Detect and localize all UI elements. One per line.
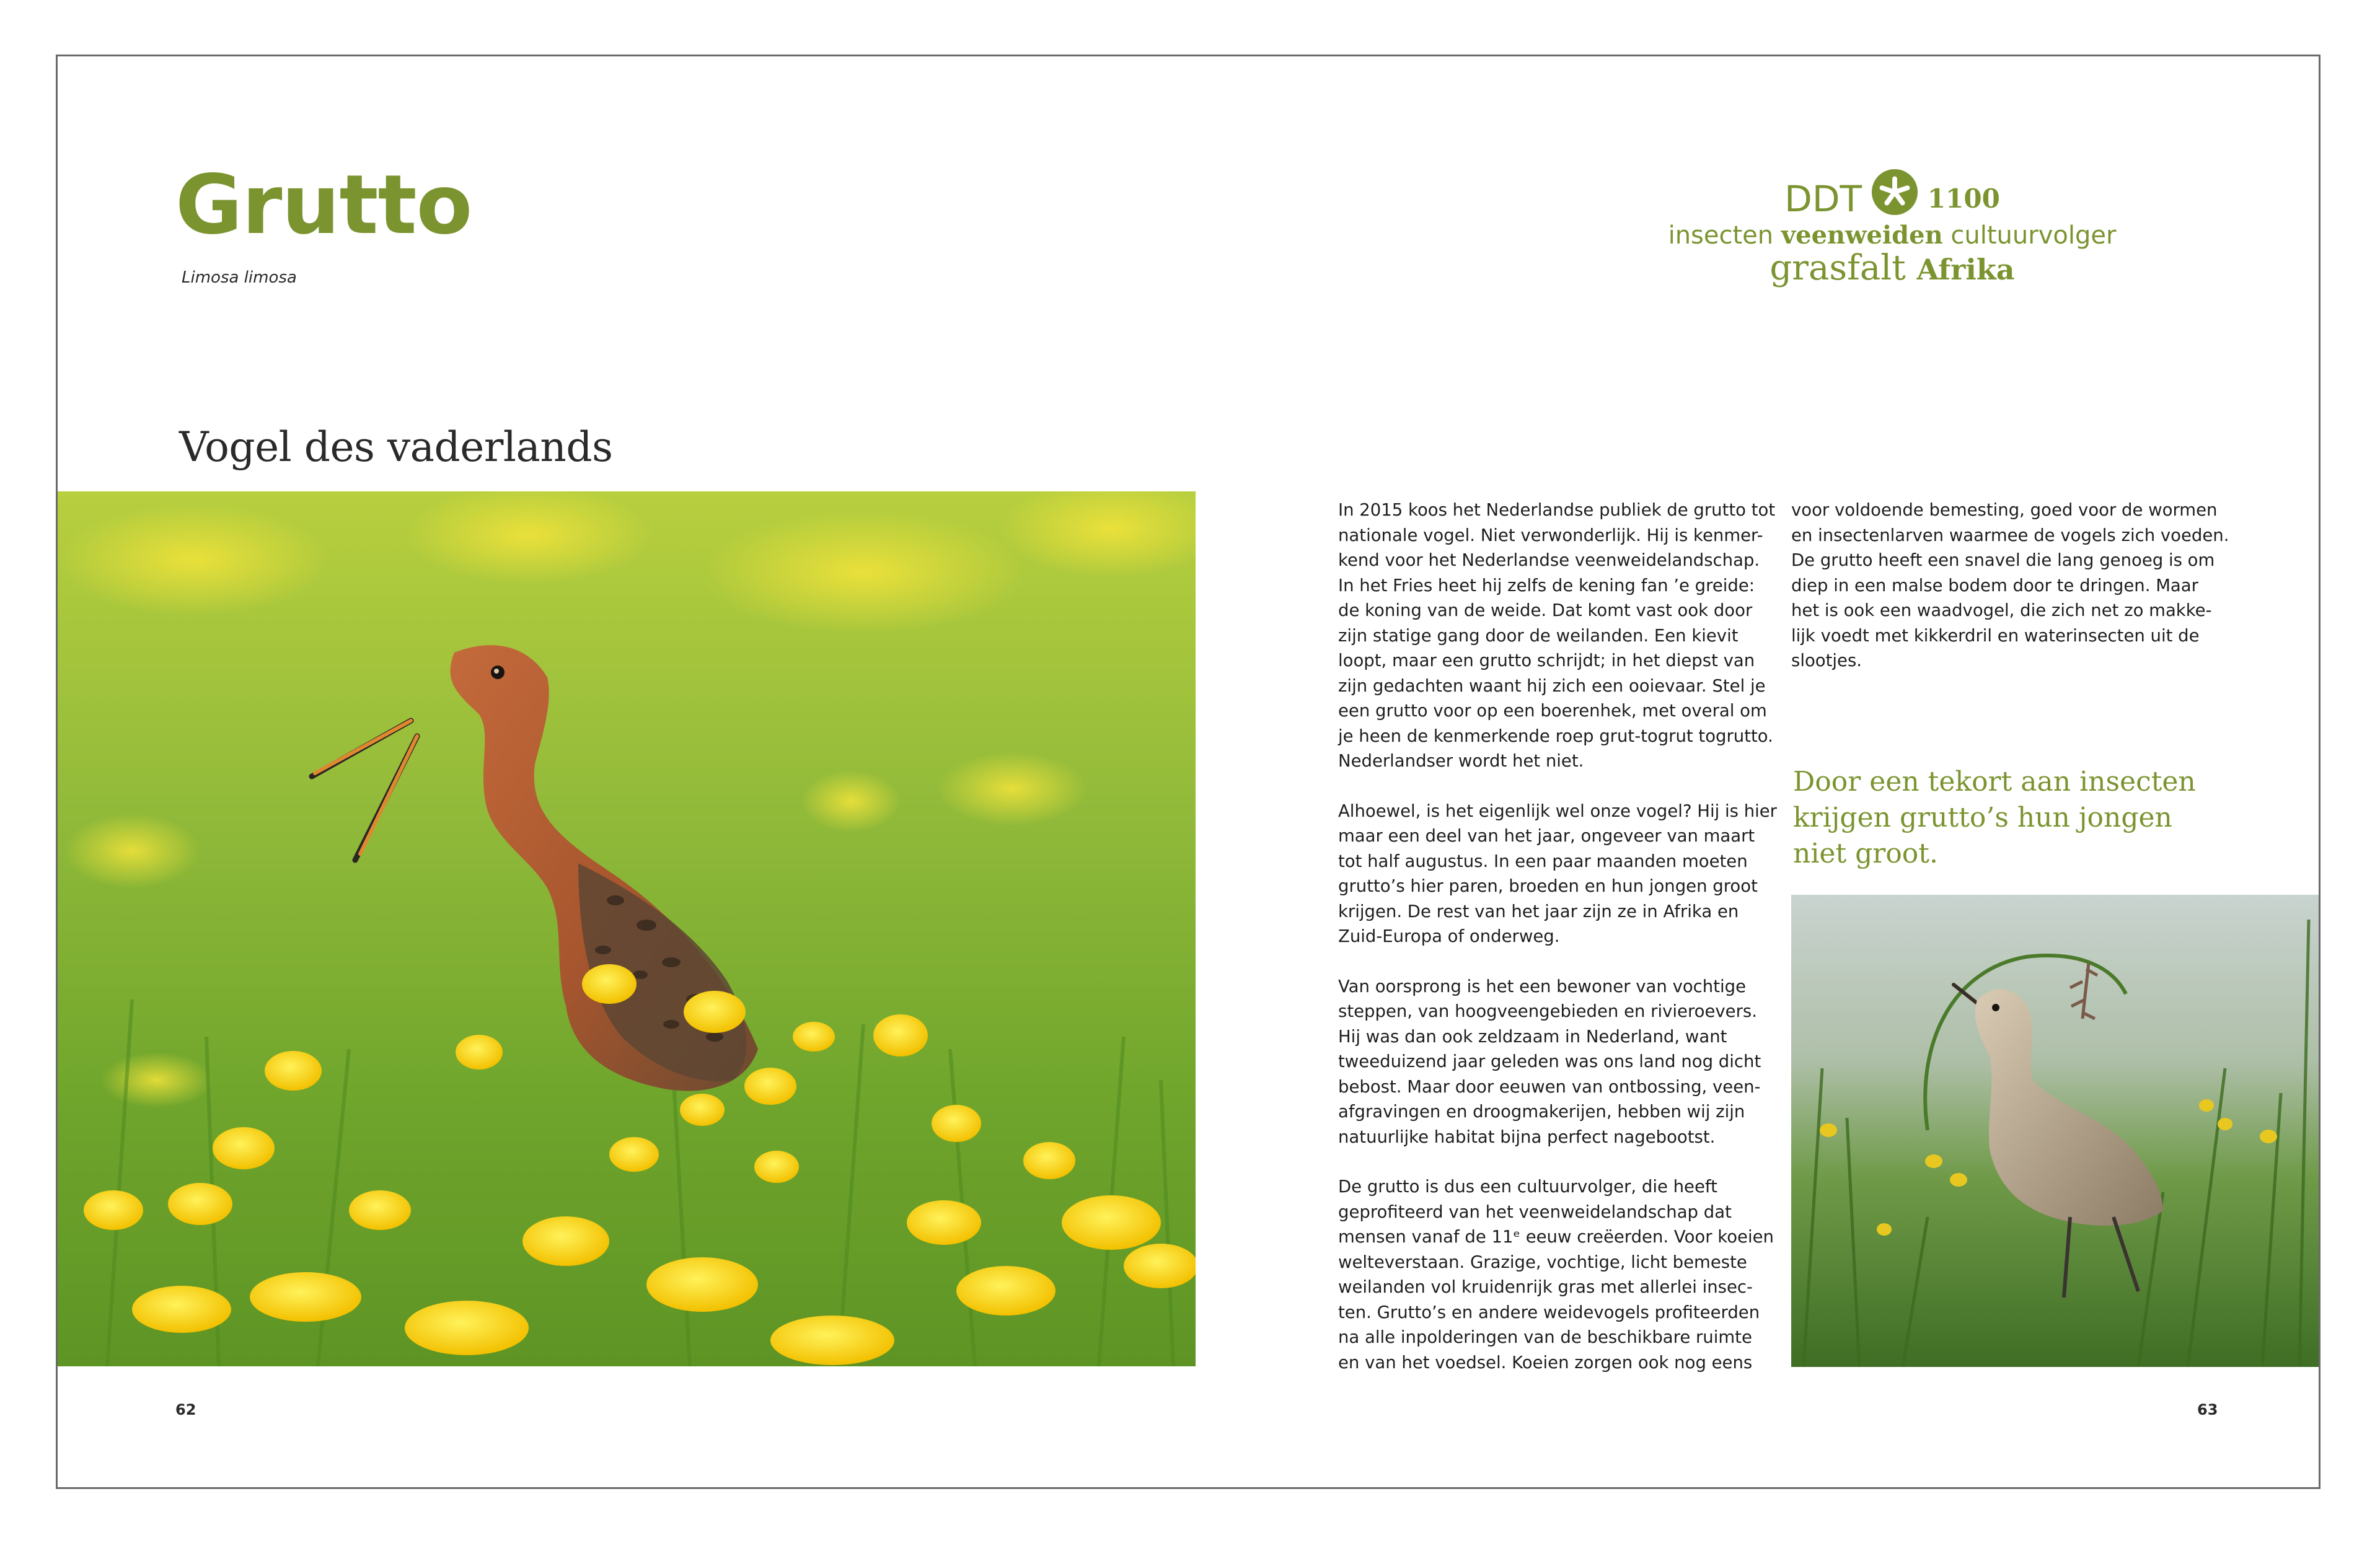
book-spread [56,55,2320,1489]
tag-insecten: insecten [1668,221,1774,250]
asterisk-star-icon [1871,168,1919,216]
tags-row-1 [1508,168,2276,219]
tags-row-2 [1508,222,2276,249]
page-title: Grutto [175,157,472,253]
pull-quote: Door een tekort aan insecten krijgen grutto’s hun jongen niet groot. [1793,766,2196,869]
paragraph-2: Alhoewel, is het eigenlijk wel onze vogel? Hij is hier maar een deel van het jaar, ongeveer van maart tot half augustus. In een paar maanden moeten grutto’s hier paren, broeden en hun jongen groot krijgen. De rest van het jaar zijn ze in Afrika en Zuid-Europa of onderweg. [1338,801,1777,946]
section-subtitle: Vogel des vaderlands [179,423,613,471]
tag-afrika: Afrika [1916,252,2015,286]
paragraph-3: Van oorsprong is het een bewoner van vochtige steppen, van hoogveengebieden en rivieroevers. Hij was dan ook zeldzaam in Nederland, want tweeduizend jaar geleden was ons land nog dicht bebost. Maar door eeuwen van ontbossing, veen- afgravingen en droogmakerijen, hebben wij zijn natuurlijke habitat bijna perfect nagebootst. [1338,976,1761,1147]
godwit-photo [58,491,1196,1366]
page-number-left: 62 [175,1401,196,1418]
body-column-2 [1791,498,2250,698]
tags-row-3 [1508,249,2276,288]
species-tags [1508,168,2276,287]
latin-name: Limosa limosa [182,268,297,287]
paragraph-4: De grutto is dus een cultuurvolger, die heeft geprofiteerd van het veenweidelandschap dat mensen vanaf de 11ᵉ eeuw creëerden. Voor koeien welteverstaan. Grazige, vochtige, licht bemeste weilanden vol kruidenrijk gras met allerlei insec- ten. Grutto’s en andere weidevogels profiteerden na alle inpolderingen van de beschikbare ruimte en van het voedsel. Koeien zorgen ook nog eens [1338,1177,1774,1373]
godwit-chick-photo [1791,895,2320,1367]
paragraph-1: In 2015 koos het Nederlandse publiek de grutto tot nationale vogel. Niet verwonderlijk. Hij is kenmer- kend voor het Nederlandse veenweidelandschap. In het Fries heet hij zelfs de kening fan ’e greide: de koning van de weide. Dat komt vast ook door zijn statige gang door de weilanden. Een kievit loopt, maar een grutto schrijdt; in het diepst van zijn gedachten waant hij zich een ooievaar. Stel je een grutto voor op een boerenhek, met overal om je heen de kenmerkende roep grut-togrut togrutto. Nederlandser wordt het niet. [1338,500,1776,771]
tag-veenweiden: veenweiden [1781,220,1943,250]
tag-count: 1100 [1927,183,2000,214]
page-number-right: 63 [2197,1401,2218,1418]
tag-grasfalt: grasfalt [1770,247,1906,288]
tag-ddt: DDT [1784,178,1862,220]
paragraph-5: voor voldoende bemesting, goed voor de wormen en insectenlarven waarmee de vogels zich voeden. De grutto heeft een snavel die lang genoeg is om diep in een malse bodem door te dringen. Maar het is ook een waadvogel, die zich net zo makke- lijk voedt met kikkerdril en waterinsecten uit de slootjes. [1791,500,2229,670]
tag-cultuurvolger: cultuurvolger [1950,221,2117,250]
body-column-1 [1338,498,1777,1400]
